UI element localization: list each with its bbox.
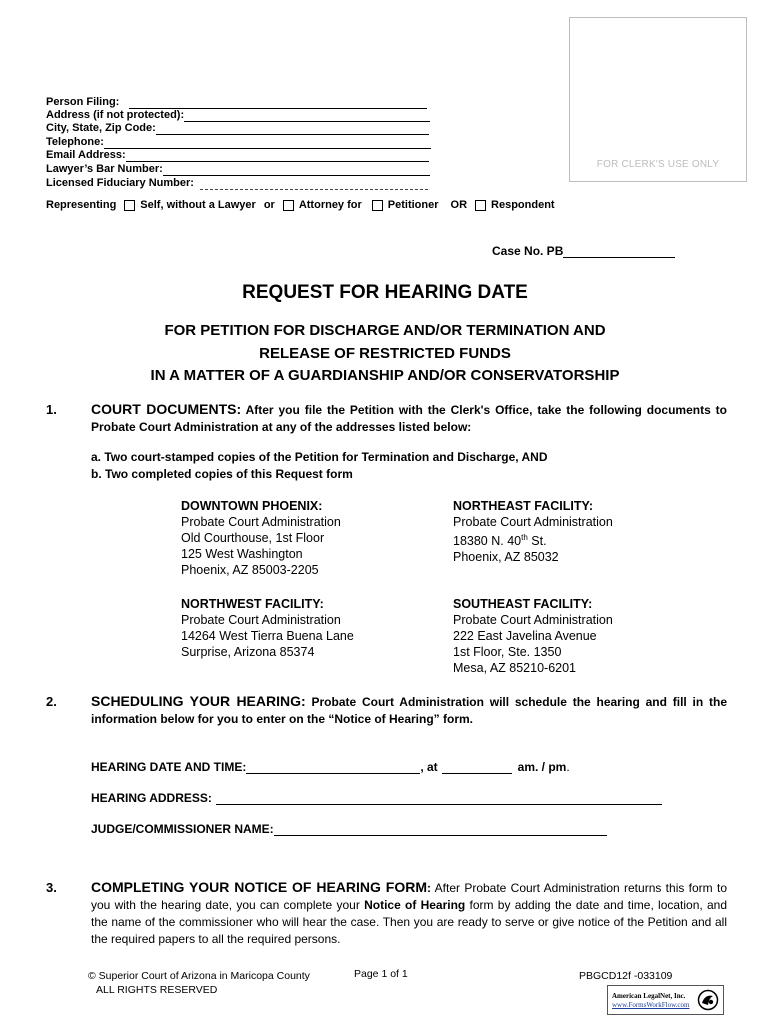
hearing-date-row [91,760,570,774]
bar-number-label: Lawyer’s Bar Number: [46,163,163,175]
address-downtown-line: 125 West Washington [181,547,303,561]
section-1-item-a: a. Two court-stamped copies of the Petition for Termination and Discharge, AND [91,450,548,464]
self-checkbox[interactable] [124,200,135,211]
person-filing-label: Person Filing: [46,96,120,108]
section-1-heading: COURT DOCUMENTS: [91,401,242,417]
page-title: REQUEST FOR HEARING DATE [242,282,528,303]
subtitle-line-1: FOR PETITION FOR DISCHARGE AND/OR TERMINATION AND [164,322,606,339]
section-2-heading: SCHEDULING YOUR HEARING: [91,693,306,709]
telephone-row [46,136,431,149]
address-northwest-line: 14264 West Tierra Buena Lane [181,629,354,643]
bar-number-field[interactable] [163,164,430,176]
hearing-time-field[interactable] [442,761,512,774]
respondent-checkbox[interactable] [475,200,486,211]
clerk-use-label: FOR CLERK'S USE ONLY [596,159,720,170]
respondent-label: Respondent [491,199,555,211]
section-3-colon: : [427,881,431,895]
section-2-text [91,693,727,728]
address-downtown-line: Phoenix, AZ 85003-2205 [181,563,319,577]
self-label: Self, without a Lawyer [140,199,256,211]
judge-row [91,822,607,836]
fiduciary-number-label: Licensed Fiduciary Number: [46,177,194,189]
or-label-2: OR [450,199,468,211]
notice-of-hearing-text: Notice of Hearing [364,898,466,912]
section-1-text [91,401,727,436]
subtitle-line-2: RELEASE OF RESTRICTED FUNDS [259,345,511,362]
attorney-checkbox[interactable] [283,200,294,211]
section-3-text [91,879,727,948]
email-row [46,149,429,162]
address-northeast [453,498,613,565]
section-2-number: 2. [46,694,57,709]
city-state-zip-label: City, State, Zip Code: [46,122,156,134]
rights-text: ALL RIGHTS RESERVED [96,984,218,996]
ampm-period: . [566,760,570,774]
page-number: Page 1 of 1 [354,968,408,980]
case-number-label: Case No. PB [492,244,564,258]
case-number-field[interactable] [563,245,675,258]
address-southeast [453,596,613,676]
address-northeast-line: Probate Court Administration [453,515,613,529]
address-northwest-line: Probate Court Administration [181,613,341,627]
fiduciary-number-field[interactable] [200,178,428,190]
address-label: Address (if not protected): [46,109,185,121]
address-northwest [181,596,354,660]
ampm-label: am. / pm [517,760,567,774]
city-state-zip-field[interactable] [156,123,429,135]
petitioner-checkbox[interactable] [372,200,383,211]
city-state-zip-row [46,122,429,135]
address-downtown-line: Probate Court Administration [181,515,341,529]
person-filing-field[interactable] [129,97,427,109]
copyright-text: © Superior Court of Arizona in Maricopa County [88,970,310,982]
address-field[interactable] [184,110,430,122]
address-northwest-heading: NORTHWEST FACILITY: [181,597,324,611]
address-row [46,109,430,122]
address-southeast-line: Mesa, AZ 85210-6201 [453,661,576,675]
petitioner-label: Petitioner [387,199,439,211]
address-southeast-line: Probate Court Administration [453,613,613,627]
telephone-field[interactable] [104,137,431,149]
section-3-heading: COMPLETING YOUR NOTICE OF HEARING FORM [91,879,427,895]
judge-label: JUDGE/COMMISSIONER NAME: [91,822,274,836]
footer-copyright [88,969,310,997]
section-1-item-b: b. Two completed copies of this Request form [91,467,353,481]
judge-field[interactable] [274,823,607,836]
legalnet-badge[interactable] [607,985,724,1015]
address-northeast-line: Phoenix, AZ 85032 [453,550,559,565]
address-downtown-line: Old Courthouse, 1st Floor [181,531,325,545]
bar-number-row [46,163,430,176]
address-northeast-heading: NORTHEAST FACILITY: [453,499,594,513]
telephone-label: Telephone: [46,136,104,148]
section-3-number: 3. [46,880,57,895]
hearing-date-field[interactable] [246,761,420,774]
section-3-body-1: After Probate Court Administration returns this form to you with the hearing date, you can complete your [91,881,727,912]
hearing-at-label: , at [420,760,438,774]
hearing-address-label: HEARING ADDRESS: [91,791,212,805]
address-northwest-line: Surprise, Arizona 85374 [181,645,315,659]
form-code: PBGCD12f -033109 [579,970,673,982]
hearing-address-field[interactable] [216,792,662,805]
address-southeast-heading: SOUTHEAST FACILITY: [453,597,593,611]
legalnet-name: American LegalNet, Inc. [612,992,686,1000]
representing-row [46,199,555,211]
hearing-address-row [91,791,662,805]
attorney-label: Attorney for [298,199,362,211]
person-filing-row [46,96,427,109]
case-number-row [492,244,675,258]
address-downtown [181,498,341,578]
hearing-date-label: HEARING DATE AND TIME: [91,760,247,774]
section-1-number: 1. [46,402,57,417]
address-southeast-line: 222 East Javelina Avenue [453,629,597,643]
legalnet-logo-icon [697,989,719,1011]
section-2-body: Probate Court Administration will schedule the hearing and fill in the information below for you to enter on the “Notice of Hearing” form. [91,695,727,726]
subtitle-line-3: IN A MATTER OF A GUARDIANSHIP AND/OR CONSERVATORSHIP [150,367,620,384]
address-downtown-heading: DOWNTOWN PHOENIX: [181,499,323,513]
section-1-body: After you file the Petition with the Clerk's Office, take the following documents to Probate Court Administration at any of the addresses listed below: [91,403,727,434]
representing-label: Representing [46,199,117,211]
section-3-body-2: form by adding the date and time, location, and the name of the commissioner who will hear the case. Then you are ready to serve or give notice of the Petition and all the required papers to all the required persons. [91,898,728,946]
fiduciary-number-row [46,177,428,190]
legalnet-url[interactable]: www.FormsWorkFlow.com [612,1001,690,1009]
email-label: Email Address: [46,149,126,161]
address-northeast-line: 18380 N. 40th St. [453,533,547,549]
address-southeast-line: 1st Floor, Ste. 1350 [453,645,562,659]
clerk-use-box [569,17,747,182]
email-field[interactable] [126,150,429,162]
or-label: or [263,199,275,211]
